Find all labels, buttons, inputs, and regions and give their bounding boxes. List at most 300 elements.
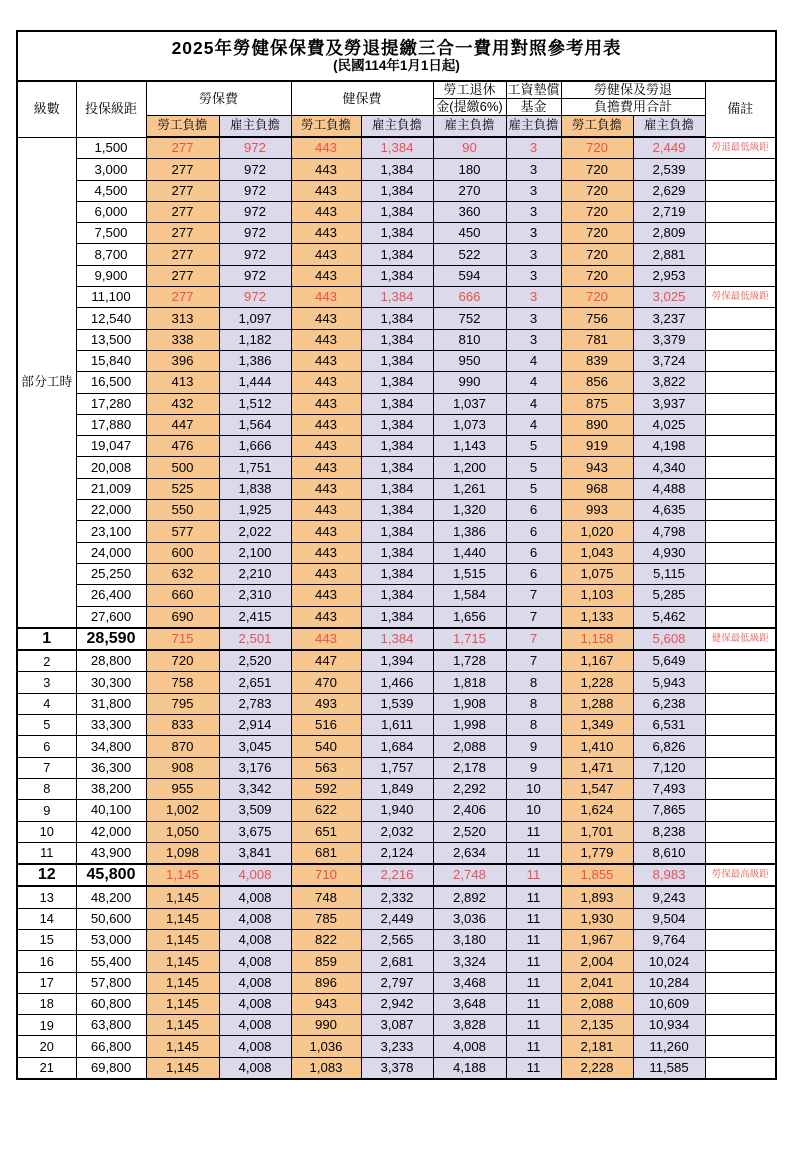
total-employer-cell: 5,943 — [633, 672, 705, 693]
header-total-employee-share: 勞工負擔 — [561, 116, 633, 138]
salary-cell: 31,800 — [76, 693, 146, 714]
health-employer-cell: 2,565 — [361, 929, 433, 950]
labor-employer-cell: 3,675 — [219, 821, 291, 842]
labor-employee-cell: 1,145 — [146, 951, 219, 972]
total-employee-cell: 2,181 — [561, 1036, 633, 1057]
pension-employer-cell: 2,088 — [433, 736, 506, 757]
salary-cell: 25,250 — [76, 563, 146, 584]
salary-cell: 24,000 — [76, 542, 146, 563]
total-employee-cell: 1,701 — [561, 821, 633, 842]
pension-employer-cell: 2,178 — [433, 757, 506, 778]
level-cell: 1 — [17, 628, 76, 650]
level-cell: 9 — [17, 800, 76, 821]
table-row — [17, 329, 776, 350]
labor-employee-cell: 447 — [146, 414, 219, 435]
labor-employer-cell: 1,564 — [219, 414, 291, 435]
table-row — [17, 414, 776, 435]
table-row — [17, 650, 776, 672]
total-employer-cell: 6,238 — [633, 693, 705, 714]
labor-employee-cell: 1,098 — [146, 842, 219, 864]
health-employer-cell: 3,378 — [361, 1057, 433, 1079]
total-employer-cell: 10,934 — [633, 1015, 705, 1036]
labor-employee-cell: 1,145 — [146, 1057, 219, 1079]
labor-employer-cell: 1,925 — [219, 500, 291, 521]
level-cell: 7 — [17, 757, 76, 778]
labor-employee-cell: 1,050 — [146, 821, 219, 842]
labor-employee-cell: 660 — [146, 585, 219, 606]
total-employer-cell: 2,953 — [633, 265, 705, 286]
wage-fund-employer-cell: 6 — [506, 563, 561, 584]
health-employee-cell: 443 — [291, 628, 361, 650]
pension-employer-cell: 4,008 — [433, 1036, 506, 1057]
header-pension-employer-share: 雇主負擔 — [433, 116, 506, 138]
wage-fund-employer-cell: 4 — [506, 372, 561, 393]
labor-employee-cell: 758 — [146, 672, 219, 693]
wage-fund-employer-cell: 3 — [506, 180, 561, 201]
pension-employer-cell: 1,728 — [433, 650, 506, 672]
labor-employer-cell: 2,100 — [219, 542, 291, 563]
labor-employer-cell: 972 — [219, 265, 291, 286]
pension-employer-cell: 180 — [433, 159, 506, 180]
health-employer-cell: 2,124 — [361, 842, 433, 864]
note-cell — [705, 585, 776, 606]
health-employee-cell: 592 — [291, 778, 361, 799]
salary-cell: 53,000 — [76, 929, 146, 950]
table-row — [17, 693, 776, 714]
labor-employer-cell: 3,045 — [219, 736, 291, 757]
total-employer-cell: 6,826 — [633, 736, 705, 757]
wage-fund-employer-cell: 11 — [506, 972, 561, 993]
premium-reference-table — [16, 30, 777, 1080]
health-employer-cell: 2,942 — [361, 993, 433, 1014]
total-employee-cell: 720 — [561, 265, 633, 286]
wage-fund-employer-cell: 11 — [506, 821, 561, 842]
health-employee-cell: 443 — [291, 457, 361, 478]
health-employer-cell: 1,384 — [361, 308, 433, 329]
labor-employer-cell: 1,751 — [219, 457, 291, 478]
total-employee-cell: 1,103 — [561, 585, 633, 606]
table-row — [17, 715, 776, 736]
health-employer-cell: 1,384 — [361, 585, 433, 606]
salary-cell: 48,200 — [76, 886, 146, 908]
wage-fund-employer-cell: 3 — [506, 201, 561, 222]
pension-employer-cell: 1,998 — [433, 715, 506, 736]
total-employer-cell: 10,609 — [633, 993, 705, 1014]
labor-employee-cell: 1,145 — [146, 972, 219, 993]
health-employee-cell: 516 — [291, 715, 361, 736]
wage-fund-employer-cell: 4 — [506, 393, 561, 414]
salary-cell: 20,008 — [76, 457, 146, 478]
table-row — [17, 736, 776, 757]
health-employer-cell: 1,384 — [361, 137, 433, 159]
health-employer-cell: 1,940 — [361, 800, 433, 821]
note-cell — [705, 563, 776, 584]
table-row — [17, 842, 776, 864]
note-cell — [705, 393, 776, 414]
total-employer-cell: 5,115 — [633, 563, 705, 584]
salary-cell: 57,800 — [76, 972, 146, 993]
total-employee-cell: 720 — [561, 159, 633, 180]
health-employee-cell: 443 — [291, 372, 361, 393]
health-employer-cell: 1,384 — [361, 436, 433, 457]
total-employer-cell: 5,462 — [633, 606, 705, 628]
health-employee-cell: 748 — [291, 886, 361, 908]
header-pension-line2: 金(提繳6%) — [433, 99, 506, 116]
total-employer-cell: 2,881 — [633, 244, 705, 265]
health-employer-cell: 3,233 — [361, 1036, 433, 1057]
table-row — [17, 778, 776, 799]
labor-employer-cell: 4,008 — [219, 864, 291, 886]
pension-employer-cell: 1,261 — [433, 478, 506, 499]
labor-employee-cell: 715 — [146, 628, 219, 650]
header-pension-line1: 勞工退休 — [433, 81, 506, 99]
health-employer-cell: 1,384 — [361, 244, 433, 265]
pension-employer-cell: 1,715 — [433, 628, 506, 650]
labor-employee-cell: 432 — [146, 393, 219, 414]
table-row — [17, 821, 776, 842]
total-employer-cell: 9,764 — [633, 929, 705, 950]
note-cell — [705, 972, 776, 993]
note-cell — [705, 521, 776, 542]
pension-employer-cell: 594 — [433, 265, 506, 286]
wage-fund-employer-cell: 3 — [506, 137, 561, 159]
health-employer-cell: 1,384 — [361, 563, 433, 584]
labor-employer-cell: 1,512 — [219, 393, 291, 414]
labor-employer-cell: 4,008 — [219, 951, 291, 972]
note-cell — [705, 672, 776, 693]
table-row — [17, 436, 776, 457]
health-employer-cell: 2,681 — [361, 951, 433, 972]
table-row — [17, 672, 776, 693]
labor-employee-cell: 277 — [146, 265, 219, 286]
labor-employee-cell: 550 — [146, 500, 219, 521]
labor-employer-cell: 972 — [219, 180, 291, 201]
labor-employer-cell: 4,008 — [219, 993, 291, 1014]
table-row — [17, 457, 776, 478]
level-cell: 16 — [17, 951, 76, 972]
header-total-line1: 勞健保及勞退 — [561, 81, 705, 99]
health-employee-cell: 622 — [291, 800, 361, 821]
level-cell: 13 — [17, 886, 76, 908]
health-employer-cell: 1,384 — [361, 457, 433, 478]
note-cell: 勞保最低級距 — [705, 287, 776, 308]
labor-employer-cell: 972 — [219, 137, 291, 159]
wage-fund-employer-cell: 11 — [506, 886, 561, 908]
labor-employee-cell: 1,145 — [146, 929, 219, 950]
total-employer-cell: 8,238 — [633, 821, 705, 842]
level-cell: 11 — [17, 842, 76, 864]
health-employee-cell: 681 — [291, 842, 361, 864]
note-cell — [705, 715, 776, 736]
note-cell — [705, 308, 776, 329]
health-employee-cell: 443 — [291, 201, 361, 222]
labor-employee-cell: 1,145 — [146, 908, 219, 929]
health-employee-cell: 443 — [291, 606, 361, 628]
salary-cell: 30,300 — [76, 672, 146, 693]
health-employee-cell: 1,036 — [291, 1036, 361, 1057]
health-employer-cell: 1,384 — [361, 500, 433, 521]
total-employee-cell: 756 — [561, 308, 633, 329]
total-employee-cell: 2,228 — [561, 1057, 633, 1079]
total-employer-cell: 11,585 — [633, 1057, 705, 1079]
labor-employer-cell: 4,008 — [219, 929, 291, 950]
pension-employer-cell: 666 — [433, 287, 506, 308]
table-row — [17, 201, 776, 222]
table-row — [17, 542, 776, 563]
salary-cell: 21,009 — [76, 478, 146, 499]
total-employee-cell: 1,893 — [561, 886, 633, 908]
table-row — [17, 757, 776, 778]
health-employee-cell: 443 — [291, 542, 361, 563]
total-employer-cell: 9,243 — [633, 886, 705, 908]
total-employer-cell: 11,260 — [633, 1036, 705, 1057]
health-employee-cell: 443 — [291, 329, 361, 350]
health-employer-cell: 1,384 — [361, 180, 433, 201]
health-employee-cell: 443 — [291, 137, 361, 159]
header-level: 級數 — [17, 81, 76, 137]
pension-employer-cell: 1,320 — [433, 500, 506, 521]
wage-fund-employer-cell: 11 — [506, 951, 561, 972]
salary-cell: 3,000 — [76, 159, 146, 180]
salary-cell: 43,900 — [76, 842, 146, 864]
header-total-line2: 負擔費用合計 — [561, 99, 705, 116]
total-employer-cell: 4,025 — [633, 414, 705, 435]
salary-cell: 12,540 — [76, 308, 146, 329]
labor-employee-cell: 338 — [146, 329, 219, 350]
wage-fund-employer-cell: 6 — [506, 521, 561, 542]
pension-employer-cell: 2,292 — [433, 778, 506, 799]
table-row — [17, 223, 776, 244]
total-employee-cell: 2,088 — [561, 993, 633, 1014]
table-row — [17, 308, 776, 329]
total-employer-cell: 10,284 — [633, 972, 705, 993]
total-employer-cell: 4,635 — [633, 500, 705, 521]
health-employee-cell: 443 — [291, 265, 361, 286]
total-employer-cell: 4,798 — [633, 521, 705, 542]
table-row — [17, 393, 776, 414]
table-row — [17, 1036, 776, 1057]
total-employee-cell: 1,020 — [561, 521, 633, 542]
salary-cell: 17,880 — [76, 414, 146, 435]
labor-employee-cell: 277 — [146, 201, 219, 222]
total-employee-cell: 2,041 — [561, 972, 633, 993]
level-cell: 6 — [17, 736, 76, 757]
total-employee-cell: 1,167 — [561, 650, 633, 672]
table-row — [17, 993, 776, 1014]
labor-employer-cell: 972 — [219, 244, 291, 265]
health-employer-cell: 1,384 — [361, 542, 433, 563]
wage-fund-employer-cell: 11 — [506, 1057, 561, 1079]
wage-fund-employer-cell: 10 — [506, 778, 561, 799]
total-employee-cell: 890 — [561, 414, 633, 435]
health-employee-cell: 443 — [291, 393, 361, 414]
labor-employer-cell: 2,210 — [219, 563, 291, 584]
total-employer-cell: 4,488 — [633, 478, 705, 499]
health-employee-cell: 470 — [291, 672, 361, 693]
salary-cell: 66,800 — [76, 1036, 146, 1057]
total-employee-cell: 968 — [561, 478, 633, 499]
header-wage-fund-employer-share: 雇主負擔 — [506, 116, 561, 138]
wage-fund-employer-cell: 3 — [506, 244, 561, 265]
health-employer-cell: 1,684 — [361, 736, 433, 757]
wage-fund-employer-cell: 7 — [506, 628, 561, 650]
pension-employer-cell: 360 — [433, 201, 506, 222]
pension-employer-cell: 1,908 — [433, 693, 506, 714]
labor-employer-cell: 2,415 — [219, 606, 291, 628]
labor-employee-cell: 577 — [146, 521, 219, 542]
total-employee-cell: 1,624 — [561, 800, 633, 821]
level-cell: 3 — [17, 672, 76, 693]
health-employee-cell: 443 — [291, 478, 361, 499]
wage-fund-employer-cell: 10 — [506, 800, 561, 821]
health-employee-cell: 447 — [291, 650, 361, 672]
note-cell: 健保最低級距 — [705, 628, 776, 650]
health-employer-cell: 3,087 — [361, 1015, 433, 1036]
health-employee-cell: 990 — [291, 1015, 361, 1036]
note-cell — [705, 993, 776, 1014]
pension-employer-cell: 1,143 — [433, 436, 506, 457]
health-employee-cell: 443 — [291, 585, 361, 606]
labor-employee-cell: 277 — [146, 159, 219, 180]
salary-cell: 40,100 — [76, 800, 146, 821]
labor-employer-cell: 1,444 — [219, 372, 291, 393]
table-row — [17, 972, 776, 993]
table-row — [17, 1057, 776, 1079]
salary-cell: 16,500 — [76, 372, 146, 393]
pension-employer-cell: 1,037 — [433, 393, 506, 414]
labor-employee-cell: 277 — [146, 287, 219, 308]
total-employee-cell: 1,288 — [561, 693, 633, 714]
table-row — [17, 800, 776, 821]
note-cell — [705, 478, 776, 499]
table-row — [17, 606, 776, 628]
labor-employer-cell: 1,666 — [219, 436, 291, 457]
wage-fund-employer-cell: 4 — [506, 350, 561, 371]
note-cell — [705, 244, 776, 265]
health-employer-cell: 1,466 — [361, 672, 433, 693]
labor-employee-cell: 1,145 — [146, 1036, 219, 1057]
wage-fund-employer-cell: 8 — [506, 693, 561, 714]
wage-fund-employer-cell: 11 — [506, 929, 561, 950]
pension-employer-cell: 1,584 — [433, 585, 506, 606]
labor-employer-cell: 1,097 — [219, 308, 291, 329]
note-cell — [705, 778, 776, 799]
total-employer-cell: 2,629 — [633, 180, 705, 201]
table-row — [17, 137, 776, 159]
salary-cell: 23,100 — [76, 521, 146, 542]
salary-cell: 36,300 — [76, 757, 146, 778]
note-cell — [705, 372, 776, 393]
labor-employee-cell: 525 — [146, 478, 219, 499]
table-row — [17, 628, 776, 650]
health-employer-cell: 1,384 — [361, 414, 433, 435]
health-employee-cell: 540 — [291, 736, 361, 757]
health-employee-cell: 443 — [291, 521, 361, 542]
total-employer-cell: 10,024 — [633, 951, 705, 972]
total-employee-cell: 720 — [561, 180, 633, 201]
total-employer-cell: 4,340 — [633, 457, 705, 478]
pension-employer-cell: 522 — [433, 244, 506, 265]
wage-fund-employer-cell: 9 — [506, 757, 561, 778]
labor-employer-cell: 4,008 — [219, 1015, 291, 1036]
pension-employer-cell: 3,036 — [433, 908, 506, 929]
labor-employer-cell: 1,182 — [219, 329, 291, 350]
labor-employee-cell: 277 — [146, 137, 219, 159]
header-labor-employee-share: 勞工負擔 — [146, 116, 219, 138]
total-employer-cell: 4,930 — [633, 542, 705, 563]
labor-employee-cell: 277 — [146, 223, 219, 244]
level-cell: 2 — [17, 650, 76, 672]
wage-fund-employer-cell: 3 — [506, 265, 561, 286]
note-cell — [705, 800, 776, 821]
level-cell: 10 — [17, 821, 76, 842]
total-employee-cell: 1,855 — [561, 864, 633, 886]
pension-employer-cell: 2,520 — [433, 821, 506, 842]
pension-employer-cell: 1,440 — [433, 542, 506, 563]
labor-employee-cell: 955 — [146, 778, 219, 799]
labor-employee-cell: 277 — [146, 244, 219, 265]
salary-cell: 26,400 — [76, 585, 146, 606]
total-employee-cell: 1,779 — [561, 842, 633, 864]
salary-cell: 28,590 — [76, 628, 146, 650]
salary-cell: 11,100 — [76, 287, 146, 308]
page-subtitle: (民國114年1月1日起) — [333, 58, 460, 74]
labor-employee-cell: 795 — [146, 693, 219, 714]
pension-employer-cell: 752 — [433, 308, 506, 329]
wage-fund-employer-cell: 11 — [506, 1036, 561, 1057]
labor-employee-cell: 600 — [146, 542, 219, 563]
total-employee-cell: 720 — [561, 287, 633, 308]
pension-employer-cell: 1,818 — [433, 672, 506, 693]
total-employer-cell: 8,610 — [633, 842, 705, 864]
note-cell — [705, 436, 776, 457]
pension-employer-cell: 2,406 — [433, 800, 506, 821]
header-note: 備註 — [705, 81, 776, 137]
note-cell — [705, 821, 776, 842]
level-cell: 18 — [17, 993, 76, 1014]
level-cell: 17 — [17, 972, 76, 993]
health-employee-cell: 1,083 — [291, 1057, 361, 1079]
total-employer-cell: 3,379 — [633, 329, 705, 350]
wage-fund-employer-cell: 5 — [506, 436, 561, 457]
total-employer-cell: 3,025 — [633, 287, 705, 308]
health-employer-cell: 1,384 — [361, 223, 433, 244]
total-employer-cell: 3,937 — [633, 393, 705, 414]
salary-cell: 55,400 — [76, 951, 146, 972]
total-employee-cell: 1,967 — [561, 929, 633, 950]
health-employer-cell: 2,449 — [361, 908, 433, 929]
table-row — [17, 585, 776, 606]
header-wage-fund-line1: 工資墊償 — [507, 82, 560, 98]
health-employer-cell: 1,849 — [361, 778, 433, 799]
pension-employer-cell: 950 — [433, 350, 506, 371]
labor-employer-cell: 3,342 — [219, 778, 291, 799]
labor-employee-cell: 313 — [146, 308, 219, 329]
pension-employer-cell: 990 — [433, 372, 506, 393]
health-employer-cell: 1,757 — [361, 757, 433, 778]
health-employer-cell: 2,032 — [361, 821, 433, 842]
salary-cell: 22,000 — [76, 500, 146, 521]
wage-fund-employer-cell: 8 — [506, 715, 561, 736]
salary-cell: 7,500 — [76, 223, 146, 244]
labor-employee-cell: 870 — [146, 736, 219, 757]
note-cell: 勞退最低級距 — [705, 137, 776, 159]
salary-cell: 45,800 — [76, 864, 146, 886]
health-employee-cell: 493 — [291, 693, 361, 714]
labor-employee-cell: 1,145 — [146, 993, 219, 1014]
wage-fund-employer-cell: 7 — [506, 650, 561, 672]
pension-employer-cell: 1,515 — [433, 563, 506, 584]
